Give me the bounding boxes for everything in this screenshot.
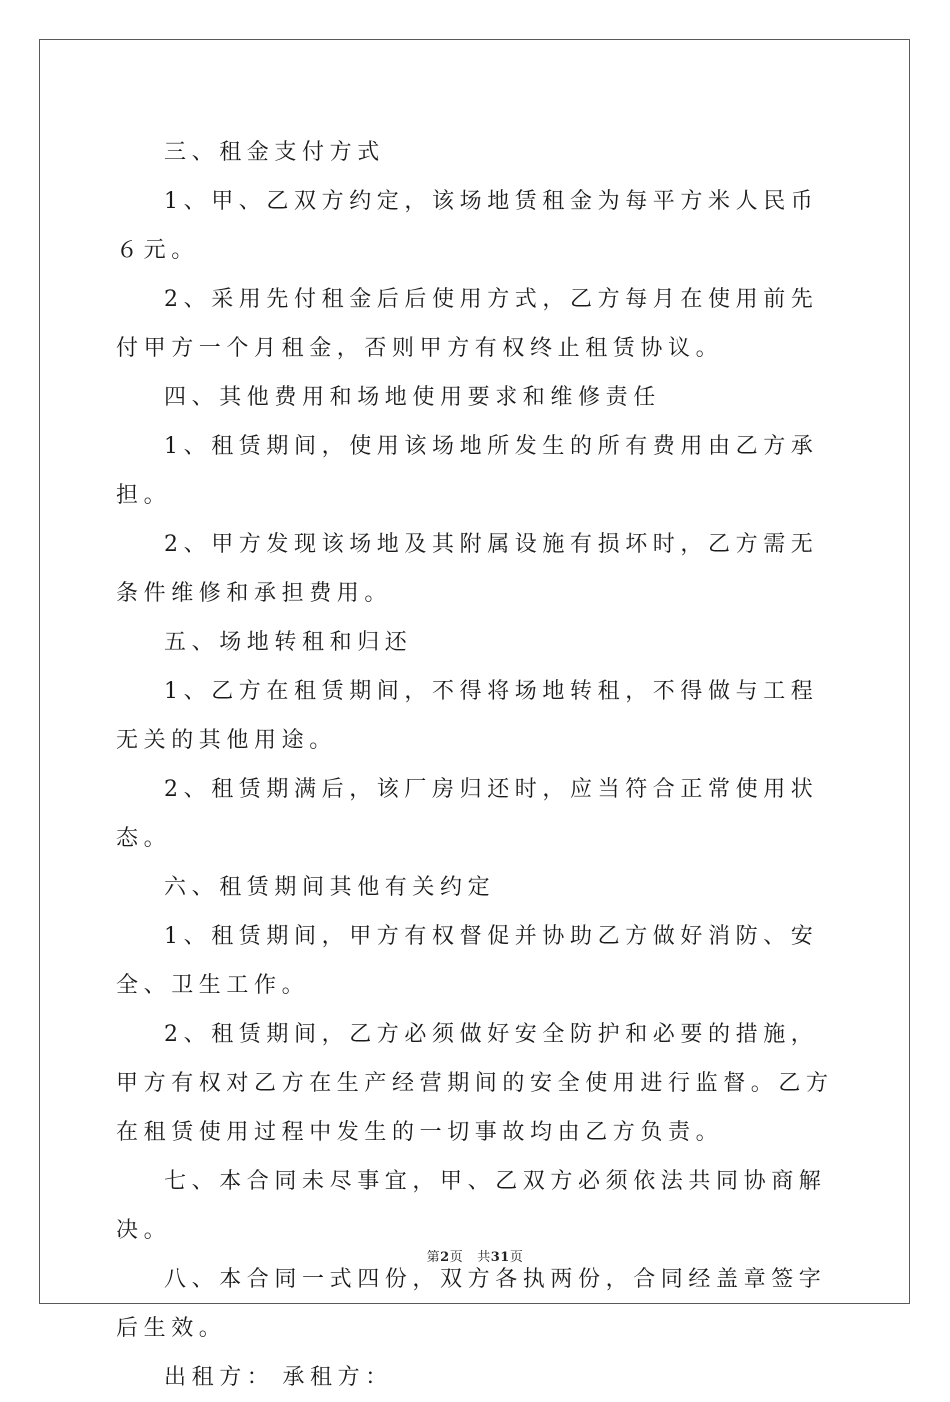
page-suffix: 页 (449, 1250, 464, 1265)
paragraph: 1、租赁期间，使用该场地所发生的所有费用由乙方承担。 (116, 434, 819, 508)
section-heading: 五、场地转租和归还 (164, 630, 413, 655)
paragraph: 2、租赁期满后，该厂房归还时，应当符合正常使用状态。 (116, 777, 819, 851)
signature-line (116, 1353, 836, 1402)
paragraph: 2、采用先付租金后后使用方式，乙方每月在使用前先付甲方一个月租金，否则甲方有权终止租赁协议。 (116, 287, 819, 361)
section-heading: 三、租金支付方式 (164, 140, 385, 165)
paragraph: 1、租赁期间，甲方有权督促并协助乙方做好消防、安全、卫生工作。 (116, 924, 819, 998)
document-body (116, 128, 836, 1402)
paragraph: 2、甲方发现该场地及其附属设施有损坏时，乙方需无条件维修和承担费用。 (116, 532, 819, 606)
total-prefix: 共 (477, 1250, 491, 1265)
page-prefix: 第 (426, 1250, 441, 1265)
page-footer (0, 1246, 950, 1265)
paragraph: 1、乙方在租赁期间，不得将场地转租，不得做与工程无关的其他用途。 (116, 679, 819, 753)
paragraph: 1、甲、乙双方约定，该场地赁租金为每平方米人民币６元。 (116, 189, 819, 263)
total-pages: 31 (490, 1250, 510, 1265)
section-heading: 七、本合同未尽事宜，甲、乙双方必须依法共同协商解决。 (116, 1169, 827, 1243)
paragraph: 2、租赁期间，乙方必须做好安全防护和必要的措施，甲方有权对乙方在生产经营期间的安全使用进行监督。乙方在租赁使用过程中发生的一切事故均由乙方负责。 (116, 1022, 834, 1145)
section-heading: 八、本合同一式四份，双方各执两份，合同经盖章签字后生效。 (116, 1267, 827, 1341)
lessor-label: 出租方： (164, 1365, 275, 1390)
lessee-label: 承租方： (282, 1365, 393, 1390)
total-suffix: 页 (509, 1250, 524, 1265)
page-number: 2 (440, 1250, 450, 1265)
section-heading: 四、其他费用和场地使用要求和维修责任 (164, 385, 661, 410)
section-heading: 六、租赁期间其他有关约定 (164, 875, 496, 900)
